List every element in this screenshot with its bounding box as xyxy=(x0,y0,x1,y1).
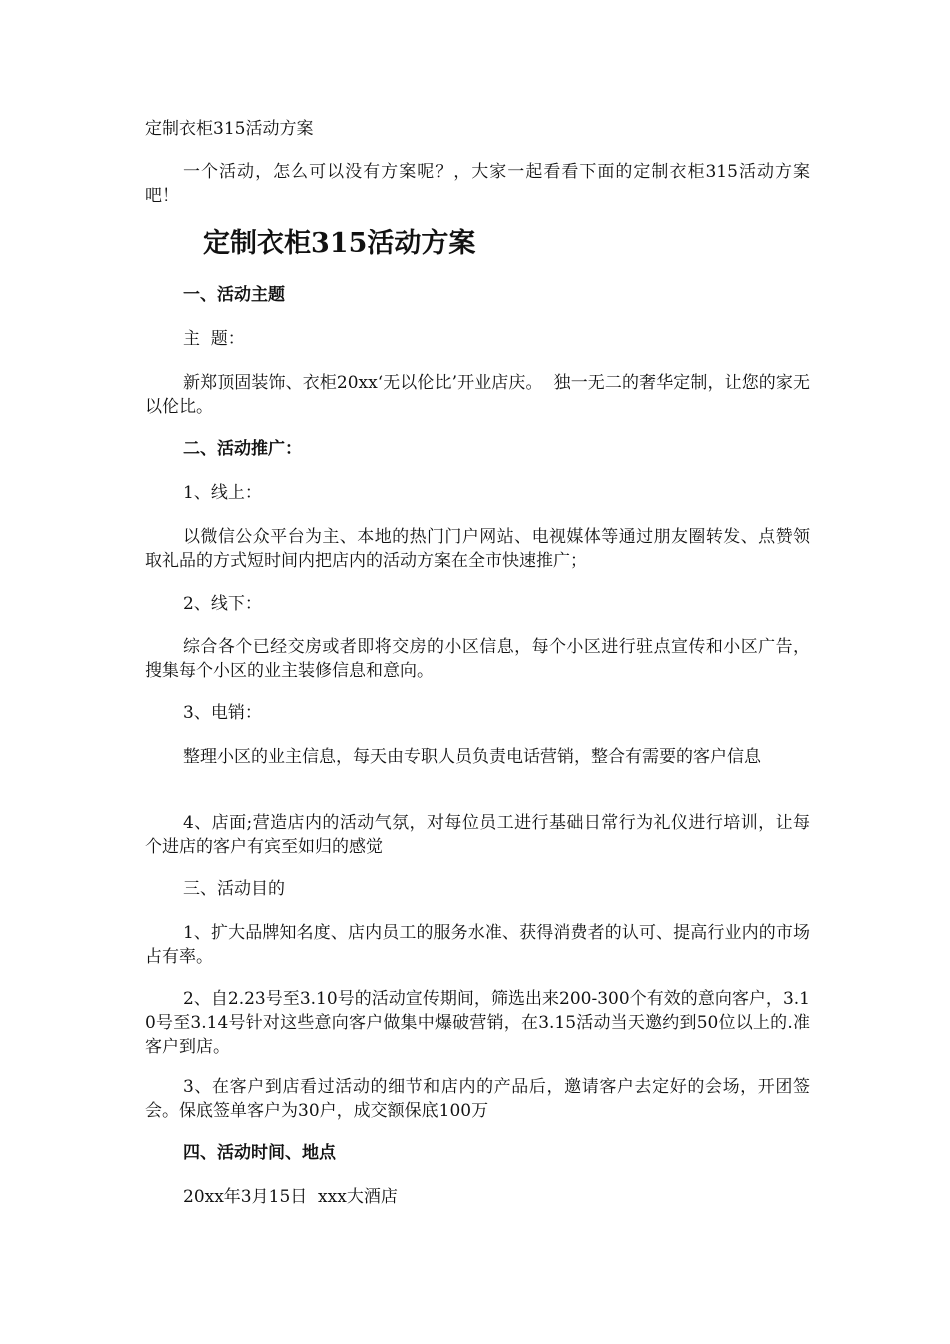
section-2-store-text: 4、店面;营造店内的活动气氛，对每位员工进行基础日常行为礼仪进行培训，让每个进店的客户有宾至如归的感觉 xyxy=(145,813,810,857)
section-2-phone-label: 3、电销： xyxy=(183,703,262,723)
main-title: 定制衣柜315活动方案 xyxy=(203,228,476,259)
section-3-heading: 三、活动目的 xyxy=(183,879,285,899)
section-4-heading: 四、活动时间、地点 xyxy=(183,1143,336,1163)
section-4-text: 20xx年3月15日 xxx大酒店 xyxy=(183,1187,398,1207)
section-3-item-1: 1、扩大品牌知名度、店内员工的服务水准、获得消费者的认可、提高行业内的市场占有率。 xyxy=(145,923,810,967)
section-2-online-label: 1、线上： xyxy=(183,483,262,503)
section-2-online-text: 以微信公众平台为主、本地的热门门户网站、电视媒体等通过朋友圈转发、点赞领取礼品的方式短时间内把店内的活动方案在全市快速推广； xyxy=(145,527,810,571)
section-2-offline-text: 综合各个已经交房或者即将交房的小区信息，每个小区进行驻点宣传和小区广告，搜集每个小区的业主装修信息和意向。 xyxy=(145,637,810,681)
section-1-label: 主 题： xyxy=(183,329,245,349)
section-3-item-3: 3、在客户到店看过活动的细节和店内的产品后，邀请客户去定好的会场，开团签会。保底签单客户为30户，成交额保底100万 xyxy=(145,1077,810,1121)
section-2-offline-label: 2、线下： xyxy=(183,594,262,614)
document-small-title: 定制衣柜315活动方案 xyxy=(145,119,314,139)
section-2-heading: 二、活动推广： xyxy=(183,439,302,459)
section-2-phone-text: 整理小区的业主信息，每天由专职人员负责电话营销，整合有需要的客户信息 xyxy=(183,747,761,767)
section-1-heading: 一、活动主题 xyxy=(183,285,285,305)
intro-paragraph: 一个活动，怎么可以没有方案呢？，大家一起看看下面的定制衣柜315活动方案吧！ xyxy=(145,162,810,206)
section-1-text: 新郑顶固装饰、衣柜20xx‘无以伦比’开业店庆。 独一无二的奢华定制，让您的家无以伦比。 xyxy=(145,373,810,417)
section-3-item-2: 2、自2.23号至3.10号的活动宣传期间，筛选出来200-300个有效的意向客户，3.10号至3.14号针对这些意向客户做集中爆破营销，在3.15活动当天邀约到50位以上的.准客户到店。 xyxy=(145,989,810,1057)
